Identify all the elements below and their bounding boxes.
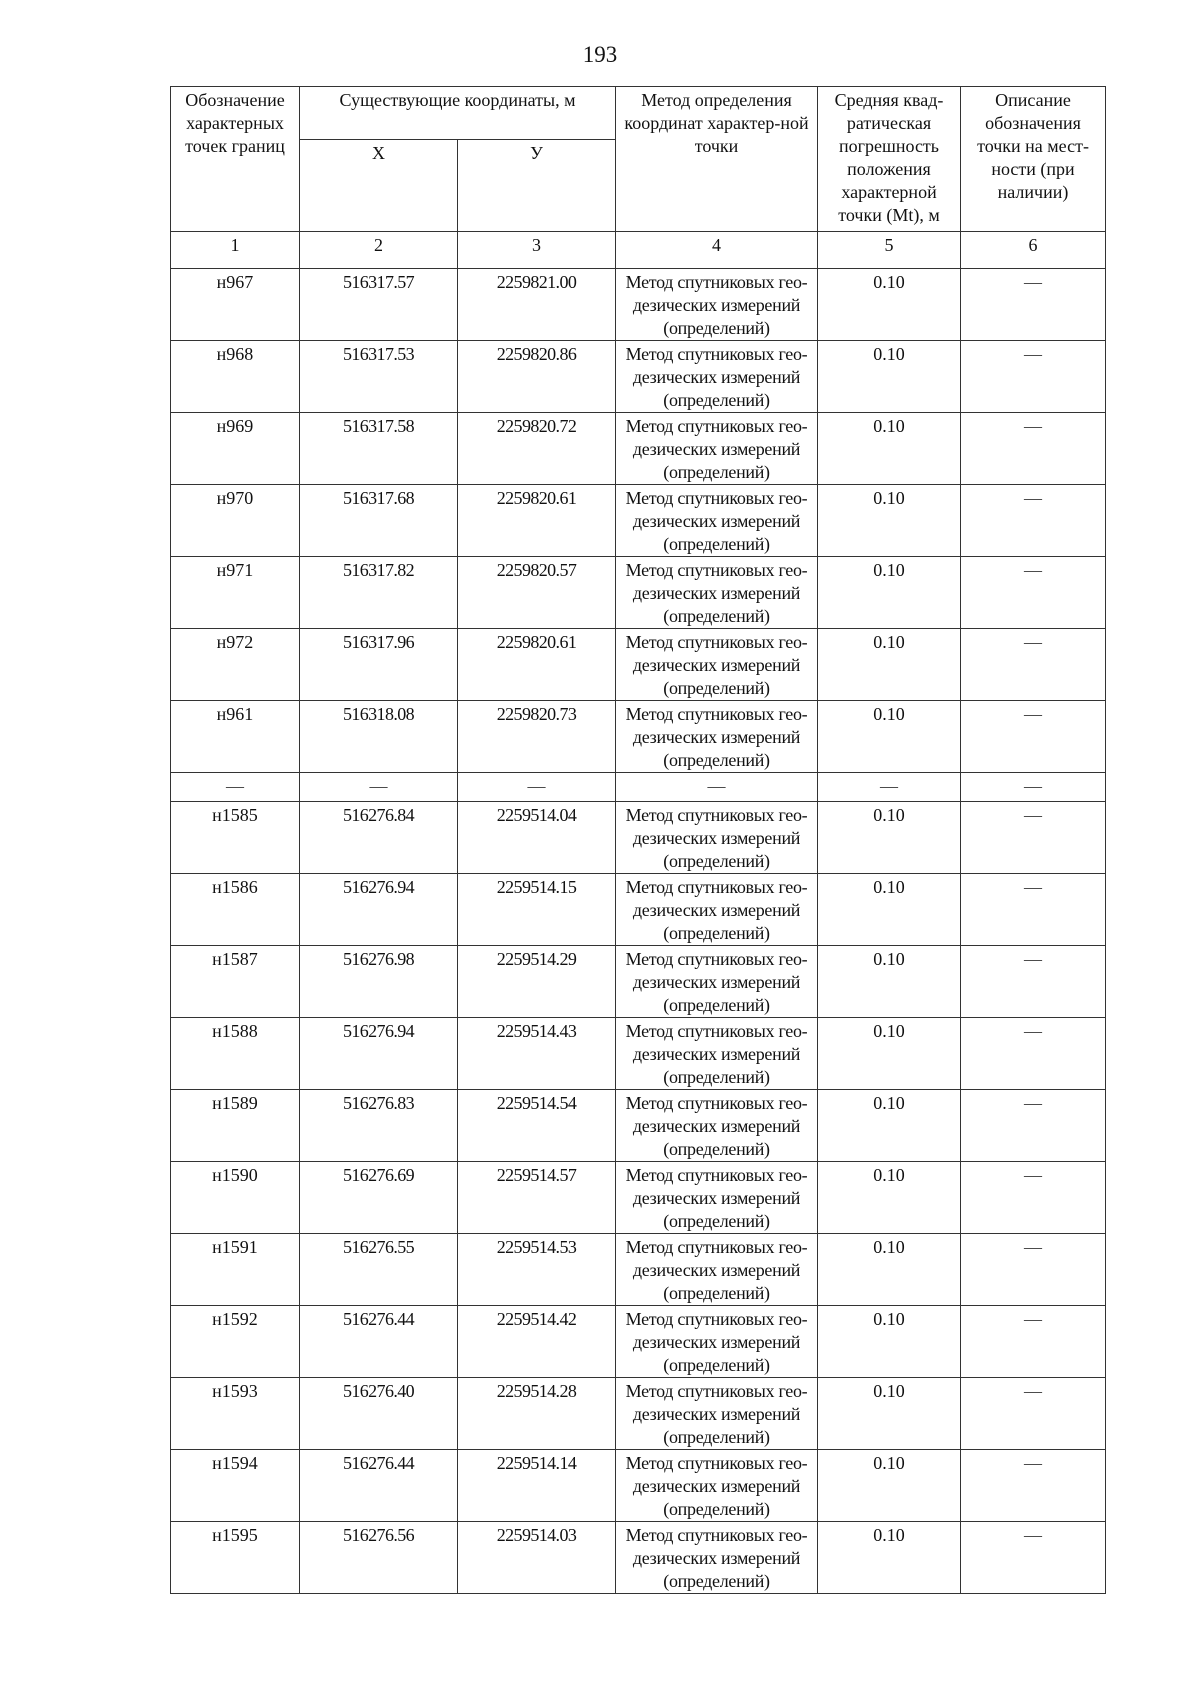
- point-cell: н972: [171, 629, 300, 701]
- point-cell: н967: [171, 269, 300, 341]
- error-cell: 0.10: [818, 701, 961, 773]
- y-coordinate-cell: 2259820.57: [458, 557, 616, 629]
- table-row: [171, 1018, 1106, 1090]
- error-cell: 0.10: [818, 485, 961, 557]
- header-mean-square-error: Средняя квад-ратическая погрешность положения характерной точки (Mt), м: [818, 87, 961, 232]
- description-cell: —: [961, 1018, 1106, 1090]
- table-row: [171, 1378, 1106, 1450]
- method-cell: Метод спутниковых гео-дезических измерений (определений): [616, 629, 818, 701]
- point-cell: н1587: [171, 946, 300, 1018]
- x-coordinate-cell: 516317.58: [300, 413, 458, 485]
- column-number: 1: [171, 232, 300, 269]
- description-cell: —: [961, 1378, 1106, 1450]
- error-cell: 0.10: [818, 1090, 961, 1162]
- table-row: [171, 1450, 1106, 1522]
- coordinates-table: [170, 86, 1106, 1594]
- separator-row: [171, 773, 1106, 802]
- x-coordinate-cell: 516317.57: [300, 269, 458, 341]
- x-coordinate-cell: 516276.40: [300, 1378, 458, 1450]
- description-cell: —: [961, 802, 1106, 874]
- method-cell: Метод спутниковых гео-дезических измерений (определений): [616, 1090, 818, 1162]
- y-coordinate-cell: 2259514.15: [458, 874, 616, 946]
- method-cell: Метод спутниковых гео-дезических измерений (определений): [616, 341, 818, 413]
- separator-cell: —: [171, 773, 300, 802]
- x-coordinate-cell: 516276.56: [300, 1522, 458, 1594]
- description-cell: —: [961, 629, 1106, 701]
- description-cell: —: [961, 1090, 1106, 1162]
- separator-cell: —: [818, 773, 961, 802]
- table-row: [171, 629, 1106, 701]
- table-header: [171, 87, 1106, 269]
- error-cell: 0.10: [818, 1234, 961, 1306]
- method-cell: Метод спутниковых гео-дезических измерений (определений): [616, 1162, 818, 1234]
- error-cell: 0.10: [818, 1522, 961, 1594]
- y-coordinate-cell: 2259514.28: [458, 1378, 616, 1450]
- description-cell: —: [961, 413, 1106, 485]
- x-coordinate-cell: 516276.55: [300, 1234, 458, 1306]
- point-cell: н1588: [171, 1018, 300, 1090]
- method-cell: Метод спутниковых гео-дезических измерений (определений): [616, 485, 818, 557]
- point-cell: н1591: [171, 1234, 300, 1306]
- point-cell: н1595: [171, 1522, 300, 1594]
- table-row: [171, 269, 1106, 341]
- header-existing-coordinates: Существующие координаты, м: [300, 87, 616, 140]
- header-description: Описание обозначения точки на мест-ности (при наличии): [961, 87, 1106, 232]
- description-cell: —: [961, 1306, 1106, 1378]
- error-cell: 0.10: [818, 269, 961, 341]
- y-coordinate-cell: 2259514.43: [458, 1018, 616, 1090]
- method-cell: Метод спутниковых гео-дезических измерений (определений): [616, 1018, 818, 1090]
- error-cell: 0.10: [818, 557, 961, 629]
- y-coordinate-cell: 2259820.61: [458, 485, 616, 557]
- point-cell: н961: [171, 701, 300, 773]
- x-coordinate-cell: 516276.69: [300, 1162, 458, 1234]
- y-coordinate-cell: 2259820.73: [458, 701, 616, 773]
- error-cell: 0.10: [818, 1162, 961, 1234]
- y-coordinate-cell: 2259514.53: [458, 1234, 616, 1306]
- error-cell: 0.10: [818, 629, 961, 701]
- method-cell: Метод спутниковых гео-дезических измерений (определений): [616, 874, 818, 946]
- y-coordinate-cell: 2259514.54: [458, 1090, 616, 1162]
- method-cell: Метод спутниковых гео-дезических измерений (определений): [616, 1522, 818, 1594]
- x-coordinate-cell: 516317.53: [300, 341, 458, 413]
- point-cell: н968: [171, 341, 300, 413]
- separator-cell: —: [961, 773, 1106, 802]
- description-cell: —: [961, 557, 1106, 629]
- y-coordinate-cell: 2259514.04: [458, 802, 616, 874]
- point-cell: н1594: [171, 1450, 300, 1522]
- y-coordinate-cell: 2259514.42: [458, 1306, 616, 1378]
- header-y: У: [458, 140, 616, 232]
- header-point-designation: Обозначение характерных точек границ: [171, 87, 300, 232]
- x-coordinate-cell: 516317.82: [300, 557, 458, 629]
- x-coordinate-cell: 516276.98: [300, 946, 458, 1018]
- table-row: [171, 1522, 1106, 1594]
- error-cell: 0.10: [818, 1378, 961, 1450]
- method-cell: Метод спутниковых гео-дезических измерений (определений): [616, 701, 818, 773]
- method-cell: Метод спутниковых гео-дезических измерений (определений): [616, 269, 818, 341]
- point-cell: н970: [171, 485, 300, 557]
- method-cell: Метод спутниковых гео-дезических измерений (определений): [616, 1234, 818, 1306]
- error-cell: 0.10: [818, 1306, 961, 1378]
- y-coordinate-cell: 2259514.14: [458, 1450, 616, 1522]
- x-coordinate-cell: 516276.94: [300, 874, 458, 946]
- column-number: 3: [458, 232, 616, 269]
- point-cell: н1585: [171, 802, 300, 874]
- table-row: [171, 802, 1106, 874]
- header-method: Метод определения координат характер-ной точки: [616, 87, 818, 232]
- table-row: [171, 701, 1106, 773]
- point-cell: н971: [171, 557, 300, 629]
- point-cell: н1590: [171, 1162, 300, 1234]
- column-number: 5: [818, 232, 961, 269]
- description-cell: —: [961, 485, 1106, 557]
- column-number: 6: [961, 232, 1106, 269]
- description-cell: —: [961, 1450, 1106, 1522]
- x-coordinate-cell: 516317.68: [300, 485, 458, 557]
- table-row: [171, 946, 1106, 1018]
- x-coordinate-cell: 516276.44: [300, 1306, 458, 1378]
- separator-cell: —: [458, 773, 616, 802]
- error-cell: 0.10: [818, 946, 961, 1018]
- y-coordinate-cell: 2259514.03: [458, 1522, 616, 1594]
- point-cell: н1592: [171, 1306, 300, 1378]
- page-number: 193: [582, 42, 618, 67]
- error-cell: 0.10: [818, 874, 961, 946]
- method-cell: Метод спутниковых гео-дезических измерений (определений): [616, 1306, 818, 1378]
- description-cell: —: [961, 1522, 1106, 1594]
- header-x: X: [300, 140, 458, 232]
- description-cell: —: [961, 874, 1106, 946]
- error-cell: 0.10: [818, 802, 961, 874]
- description-cell: —: [961, 1234, 1106, 1306]
- point-cell: н1593: [171, 1378, 300, 1450]
- table-row: [171, 874, 1106, 946]
- x-coordinate-cell: 516318.08: [300, 701, 458, 773]
- method-cell: Метод спутниковых гео-дезических измерений (определений): [616, 946, 818, 1018]
- point-cell: н1589: [171, 1090, 300, 1162]
- x-coordinate-cell: 516317.96: [300, 629, 458, 701]
- method-cell: Метод спутниковых гео-дезических измерений (определений): [616, 1450, 818, 1522]
- table-row: [171, 413, 1106, 485]
- y-coordinate-cell: 2259514.29: [458, 946, 616, 1018]
- method-cell: Метод спутниковых гео-дезических измерений (определений): [616, 413, 818, 485]
- point-cell: н969: [171, 413, 300, 485]
- description-cell: —: [961, 269, 1106, 341]
- point-cell: н1586: [171, 874, 300, 946]
- x-coordinate-cell: 516276.94: [300, 1018, 458, 1090]
- separator-cell: —: [616, 773, 818, 802]
- table-row: [171, 1306, 1106, 1378]
- method-cell: Метод спутниковых гео-дезических измерений (определений): [616, 557, 818, 629]
- column-number: 4: [616, 232, 818, 269]
- x-coordinate-cell: 516276.84: [300, 802, 458, 874]
- table-row: [171, 557, 1106, 629]
- table-row: [171, 1090, 1106, 1162]
- table-row: [171, 341, 1106, 413]
- error-cell: 0.10: [818, 413, 961, 485]
- column-number-row: [171, 232, 1106, 269]
- y-coordinate-cell: 2259820.86: [458, 341, 616, 413]
- error-cell: 0.10: [818, 341, 961, 413]
- separator-cell: —: [300, 773, 458, 802]
- method-cell: Метод спутниковых гео-дезических измерений (определений): [616, 802, 818, 874]
- table-row: [171, 1162, 1106, 1234]
- x-coordinate-cell: 516276.83: [300, 1090, 458, 1162]
- error-cell: 0.10: [818, 1018, 961, 1090]
- method-cell: Метод спутниковых гео-дезических измерений (определений): [616, 1378, 818, 1450]
- y-coordinate-cell: 2259821.00: [458, 269, 616, 341]
- description-cell: —: [961, 946, 1106, 1018]
- column-number: 2: [300, 232, 458, 269]
- table-row: [171, 1234, 1106, 1306]
- y-coordinate-cell: 2259514.57: [458, 1162, 616, 1234]
- error-cell: 0.10: [818, 1450, 961, 1522]
- x-coordinate-cell: 516276.44: [300, 1450, 458, 1522]
- description-cell: —: [961, 701, 1106, 773]
- description-cell: —: [961, 341, 1106, 413]
- y-coordinate-cell: 2259820.61: [458, 629, 616, 701]
- table-body: [171, 269, 1106, 1594]
- description-cell: —: [961, 1162, 1106, 1234]
- y-coordinate-cell: 2259820.72: [458, 413, 616, 485]
- table-row: [171, 485, 1106, 557]
